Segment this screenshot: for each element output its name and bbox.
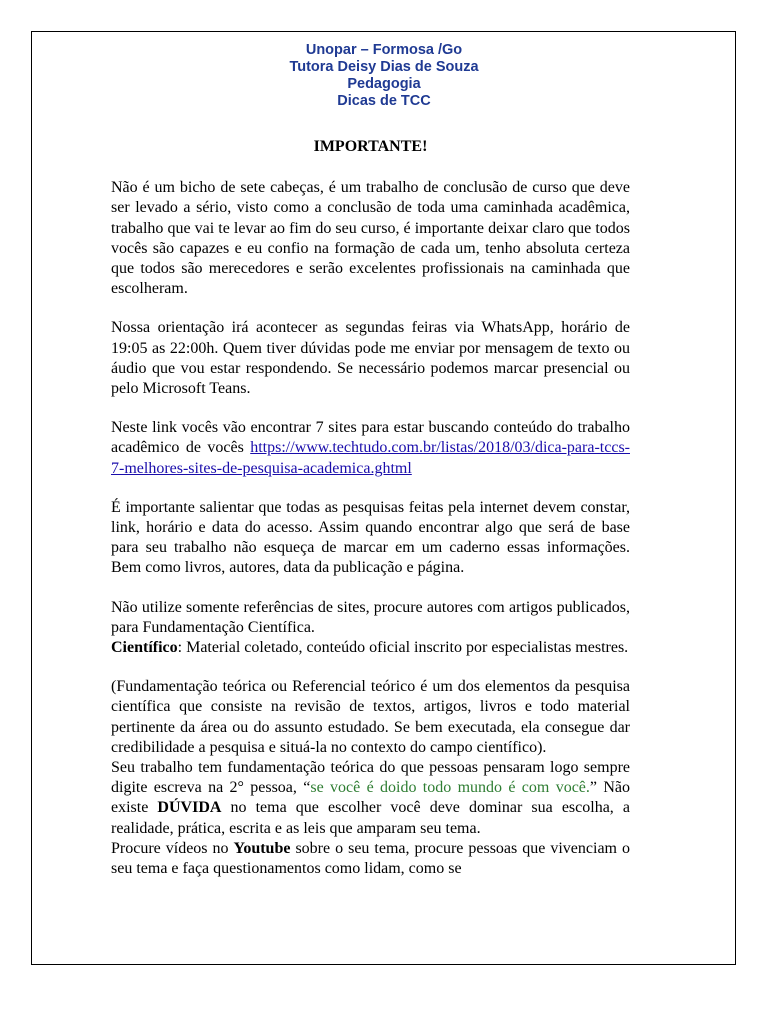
paragraph-link-text: Neste link vocês vão encontrar 7 sites para estar buscando conteúdo do trabalho acadêmico de vocês <box>111 419 630 457</box>
paragraph-link <box>111 418 630 479</box>
header-institution: Unopar – Formosa /Go <box>305 42 463 58</box>
paragraph-intro: Não é um bicho de sete cabeças, é um trabalho de conclusão de curso que deve ser levado a sério, visto como a conclusão de toda uma caminhada acadêmica, trabalho que vai te levar ao fim do seu curso, é importante deixar claro que todos vocês são capazes e eu confio na formação de cada um, tenho absoluta certeza que todos são merecedores e serão excelentes profissionais na caminhada que escolheram. <box>111 179 630 298</box>
paragraph-references: Não utilize somente referências de sites, procure autores com artigos publicados, para Fundamentação Científica. <box>111 598 630 636</box>
scientific-term: Científico <box>111 639 178 657</box>
document-body <box>111 137 630 879</box>
paragraph-research-notes: É importante salientar que todas as pesquisas feitas pela internet devem constar, link, horário e data do acesso. Assim quando encontrar algo que será de base para seu trabalho não esqueça de marcar em um caderno essas informações. Bem como livros, autores, data da publicação e página. <box>111 498 630 577</box>
header-tutor: Tutora Deisy Dias de Souza <box>289 59 479 75</box>
header-topic: Dicas de TCC <box>337 93 431 109</box>
doubt-term: DÚVIDA <box>157 799 222 817</box>
videos-text-b: sobre o seu tema, procure pessoas que vivenciam o seu tema e faça questionamentos como lidam, como se <box>111 839 630 878</box>
paragraph-orientation: Nossa orientação irá acontecer as segundas feiras via WhatsApp, horário de 19:05 as 22:00h. Quem tiver dúvidas pode me enviar por mensagem de texto ou áudio que vou estar respondendo. Se necessário podemos marcar presencial ou pelo Microsoft Teans. <box>111 319 630 398</box>
document-header <box>0 42 768 110</box>
writing-text-b: ” Não existe <box>111 779 631 817</box>
scientific-definition: : Material coletado, conteúdo oficial inscrito por especialistas mestres. <box>177 639 629 657</box>
paragraph-videos <box>111 839 630 879</box>
videos-text-a: Procure vídeos no <box>111 839 234 857</box>
document-title: IMPORTANTE! <box>313 138 428 155</box>
paragraph-writing <box>111 758 630 839</box>
highlight-quote: se você é doido todo mundo é com você. <box>310 779 590 797</box>
paragraph-scientific <box>111 638 630 658</box>
techtudo-link[interactable]: https://www.techtudo.com.br/listas/2018/03/dica-para-tccs-7-melhores-sites-de-pesquisa-academica.ghtml <box>111 439 630 477</box>
youtube-term: Youtube <box>233 839 291 857</box>
header-course: Pedagogia <box>347 76 421 92</box>
writing-text-a: Seu trabalho tem fundamentação teórica do que pessoas pensaram logo sempre digite escreva na 2° pessoa, “ <box>111 759 630 797</box>
writing-text-c: no tema que escolher você deve dominar sua escolha, a realidade, prática, escrita e as leis que amparam seu tema. <box>111 799 630 837</box>
paragraph-theory: (Fundamentação teórica ou Referencial teórico é um dos elementos da pesquisa científica que consiste na revisão de textos, artigos, livros e todo material pertinente da área ou do assunto estudado. Se bem executada, ela consegue dar credibilidade a pesquisa e situá-la no contexto do campo científico). <box>111 678 630 756</box>
